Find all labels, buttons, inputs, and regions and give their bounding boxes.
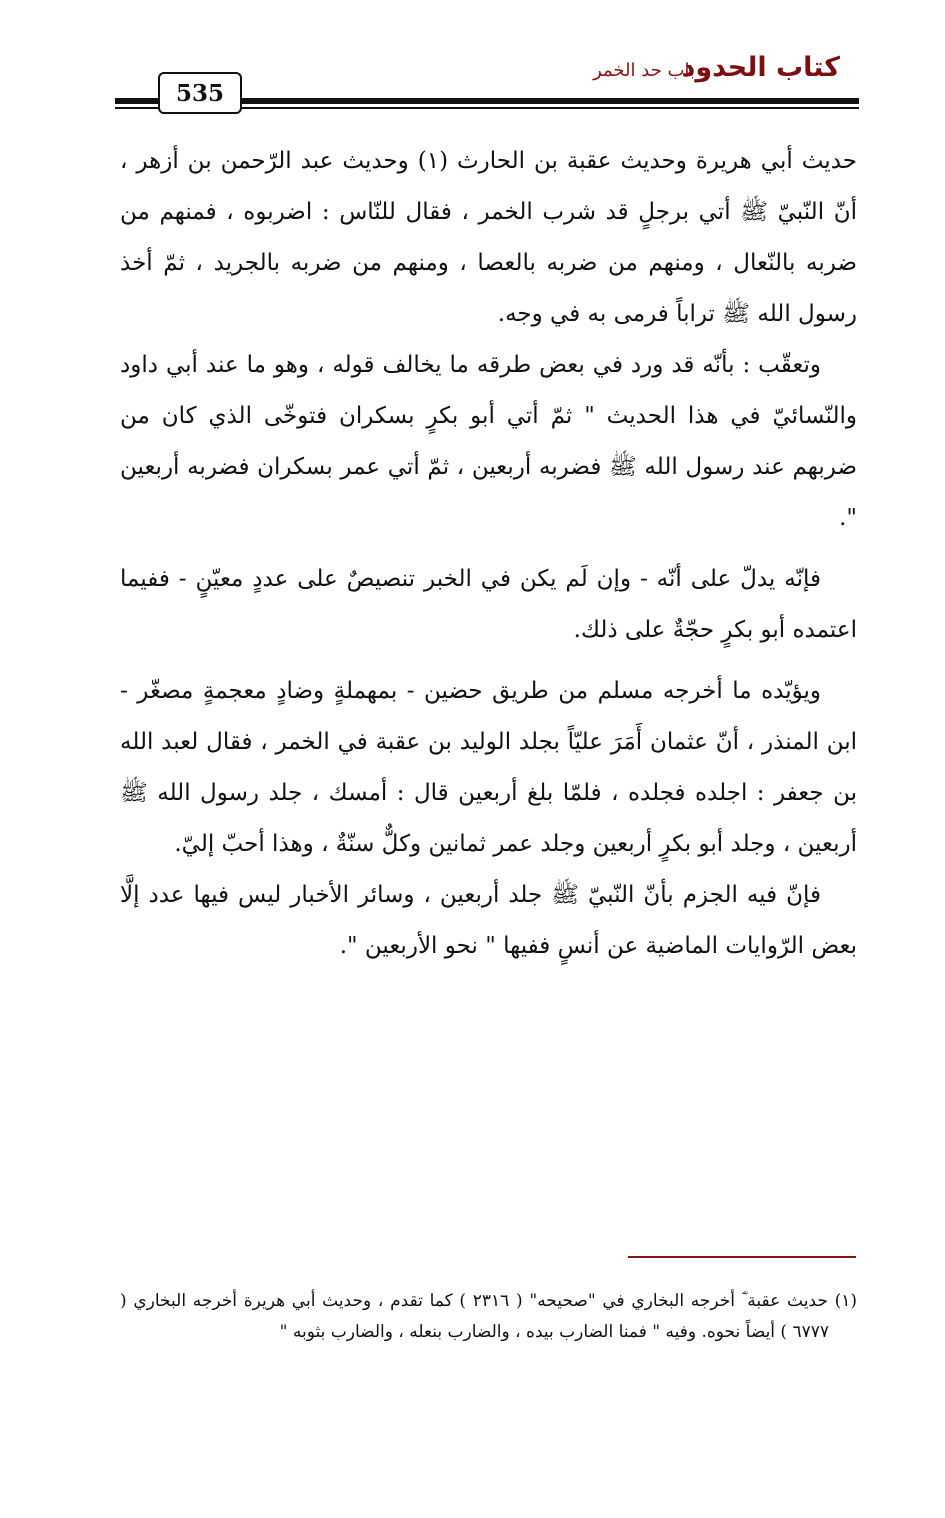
book-title: كتاب الحدود <box>681 52 840 83</box>
footnote-1: (١) حديث عقبة ؓ أخرجه البخاري في "صحيحه" ( ٢٣١٦ ) كما تقدم ، وحديث أبي هريرة أخرجه البخاري ( ٦٧٧٧ ) أيضاً نحوه. وفيه " فمنا الضارب بيده ، والضارب بنعله ، والضارب بثوبه " <box>120 1291 857 1342</box>
chapter-title: باب حد الخمر <box>593 60 695 81</box>
main-text <box>120 136 857 972</box>
paragraph-1: حديث أبي هريرة وحديث عقبة بن الحارث (١) وحديث عبد الرّحمن بن أزهر ، أنّ النّبيّ ﷺ أتي برجلٍ قد شرب الخمر ، فقال للنّاس : اضربوه ، فمنهم من ضربه بالنّعال ، ومنهم من ضربه بالعصا ، ومنهم من ضربه بالجريد ، ثمّ أخذ رسول الله ﷺ تراباً فرمى به في وجه. <box>120 148 857 327</box>
page-number: 535 <box>158 72 242 114</box>
paragraph-5: فإنّ فيه الجزم بأنّ النّبيّ ﷺ جلد أربعين ، وسائر الأخبار ليس فيها عدد إلَّا بعض الرّوايات الماضية عن أنسٍ ففيها " نحو الأربعين ". <box>120 882 857 959</box>
paragraph-2: وتعقّب : بأنّه قد ورد في بعض طرقه ما يخالف قوله ، وهو ما عند أبي داود والنّسائيّ في هذا الحديث " ثمّ أتي أبو بكرٍ بسكران فتوخّى الذي كان من ضربهم عند رسول الله ﷺ فضربه أربعين ، ثمّ أتي عمر بسكران فضربه أربعين ". <box>120 352 857 531</box>
footnote <box>120 1286 857 1348</box>
paragraph-3: فإنّه يدلّ على أنّه - وإن لَم يكن في الخبر تنصيصٌ على عددٍ معيّنٍ - ففيما اعتمده أبو بكرٍ حجّةٌ على ذلك. <box>120 566 857 643</box>
footnote-separator <box>628 1256 856 1258</box>
paragraph-4: ويؤيّده ما أخرجه مسلم من طريق حضين - بمهملةٍ وضادٍ معجمةٍ مصغّر - ابن المنذر ، أنّ عثمان أَمَرَ عليّاً بجلد الوليد بن عقبة في الخمر ، فقال لعبد الله بن جعفر : اجلده فجلده ، فلمّا بلغ أربعين قال : أمسك ، جلد رسول الله ﷺ أربعين ، وجلد أبو بكرٍ أربعين وجلد عمر ثمانين وكلٌّ سنّةٌ ، وهذا أحبّ إليّ. <box>120 678 857 857</box>
page-header <box>0 0 945 120</box>
